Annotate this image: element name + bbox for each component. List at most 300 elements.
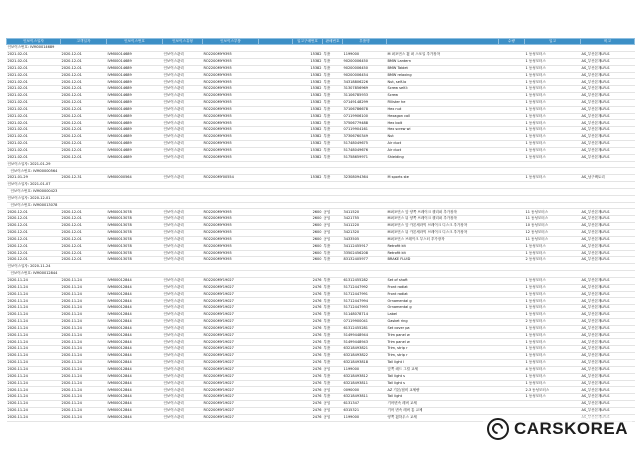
- table-cell: Retrofit kit: [387, 250, 499, 257]
- table-cell: [259, 407, 293, 414]
- table-cell: 2020-12-01: [61, 257, 107, 264]
- table-cell: Retrofit kit: [387, 243, 499, 250]
- table-cell: 2476: [293, 277, 323, 284]
- table-cell: [499, 147, 525, 154]
- table-cell: Air duct: [387, 147, 499, 154]
- table-cell: 인보이스관리: [163, 58, 203, 65]
- table-cell: 인보이스관리: [163, 318, 203, 325]
- table-cell: 2020-11-24: [7, 360, 61, 367]
- table-cell: AS_부산본재LFLS: [581, 141, 635, 148]
- table-cell: 인보이스관리: [163, 113, 203, 120]
- table-row[interactable]: [7, 79, 635, 86]
- table-cell: RO2200MY9393: [203, 236, 259, 243]
- column-header[interactable]: 인보이스일자: [7, 39, 61, 45]
- table-cell: AS_부산본재LFLS: [581, 407, 635, 414]
- group-header-row: [7, 188, 635, 195]
- table-row[interactable]: [7, 93, 635, 100]
- table-cell: 90200006450: [343, 58, 387, 65]
- table-cell: 부품: [323, 113, 343, 120]
- table-cell: 2020-12-01: [61, 223, 107, 230]
- table-cell: Trim panel w: [387, 332, 499, 339]
- table-row[interactable]: [7, 86, 635, 93]
- table-row[interactable]: [7, 141, 635, 148]
- column-header[interactable]: 인보이스번호: [107, 39, 163, 45]
- table-row[interactable]: [7, 325, 635, 332]
- table-cell: RO2200MY19027: [203, 360, 259, 367]
- column-header[interactable]: 비고: [581, 39, 635, 45]
- table-row[interactable]: [7, 360, 635, 367]
- table-cell: 2020-11-24: [7, 277, 61, 284]
- table-cell: 15382: [293, 113, 323, 120]
- table-cell: [259, 305, 293, 312]
- table-cell: IVM00012844: [107, 353, 163, 360]
- table-row[interactable]: [7, 284, 635, 291]
- table-cell: [499, 154, 525, 161]
- table-row[interactable]: [7, 99, 635, 106]
- table-cell: IVM00014689: [107, 86, 163, 93]
- table-cell: 15382: [293, 120, 323, 127]
- table-cell: 37306760349: [343, 134, 387, 141]
- column-header[interactable]: 입고: [525, 39, 581, 45]
- table-cell: RO2200MY9393: [203, 93, 259, 100]
- table-cell: [499, 291, 525, 298]
- table-cell: 51712447991: [343, 291, 387, 298]
- table-cell: 34318806226: [343, 79, 387, 86]
- table-cell: 2021-02-01: [7, 99, 61, 106]
- table-cell: M퍼포먼스 뒤 양쪽 브레이크 캘리퍼 추가장착: [387, 216, 499, 223]
- table-cell: 2020-11-24: [61, 373, 107, 380]
- table-cell: [499, 360, 525, 367]
- table-cell: [259, 229, 293, 236]
- table-cell: AS_부산본재LFLS: [581, 318, 635, 325]
- table-cell: 2020-11-24: [61, 325, 107, 332]
- table-cell: IVM00012844: [107, 312, 163, 319]
- table-cell: RO2200MY9393: [203, 113, 259, 120]
- table-cell: IVM00012844: [107, 366, 163, 373]
- table-cell: 2020-12-01: [7, 209, 61, 216]
- table-cell: [499, 229, 525, 236]
- table-cell: RO2200MY9393: [203, 99, 259, 106]
- table-cell: 15382: [293, 147, 323, 154]
- table-cell: 90200006450: [343, 65, 387, 72]
- table-row[interactable]: [7, 407, 635, 414]
- table-cell: RO2200MY9393: [203, 147, 259, 154]
- table-cell: 부품: [323, 86, 343, 93]
- table-cell: AS_부산본재LFLS: [581, 106, 635, 113]
- table-cell: 3411520: [343, 209, 387, 216]
- table-cell: [499, 346, 525, 353]
- table-cell: 37506779488: [343, 120, 387, 127]
- table-cell: 공임: [323, 366, 343, 373]
- table-row[interactable]: [7, 52, 635, 59]
- table-row[interactable]: [7, 387, 635, 394]
- table-cell: 2476: [293, 401, 323, 408]
- table-row[interactable]: [7, 380, 635, 387]
- table-cell: IVM00014689: [107, 147, 163, 154]
- table-cell: 2021-02-01: [7, 52, 61, 59]
- table-cell: 2476: [293, 360, 323, 367]
- table-cell: 양쪽 휠하우스 교체: [387, 414, 499, 421]
- table-cell: [499, 99, 525, 106]
- table-cell: 2020-11-24: [7, 387, 61, 394]
- table-cell: 37106786678: [343, 106, 387, 113]
- table-cell: BMW Tablet: [387, 65, 499, 72]
- table-cell: 2020-11-24: [61, 380, 107, 387]
- table-row[interactable]: [7, 223, 635, 230]
- table-cell: IVM00012844: [107, 339, 163, 346]
- table-cell: 15382: [293, 134, 323, 141]
- table-cell: 인보이스관리: [163, 380, 203, 387]
- table-cell: 인보이스관리: [163, 339, 203, 346]
- table-cell: 부품: [323, 291, 343, 298]
- table-cell: 07119904161: [343, 127, 387, 134]
- table-cell: 15382: [293, 58, 323, 65]
- table-cell: AS_부산본재LFLS: [581, 394, 635, 401]
- table-row[interactable]: [7, 236, 635, 243]
- table-cell: AS_부산본재LFLS: [581, 360, 635, 367]
- table-cell: IVM00013078: [107, 243, 163, 250]
- table-row[interactable]: [7, 216, 635, 223]
- table-row[interactable]: [7, 72, 635, 79]
- table-cell: [259, 106, 293, 113]
- table-cell: AS_부산본재LFLS: [581, 154, 635, 161]
- table-cell: 15382: [293, 99, 323, 106]
- table-cell: 인보이스관리: [163, 373, 203, 380]
- table-cell: IVM00013078: [107, 223, 163, 230]
- table-cell: 2020-12-01: [61, 99, 107, 106]
- table-cell: 2476: [293, 394, 323, 401]
- table-cell: [499, 58, 525, 65]
- table-cell: RO2200MY19027: [203, 277, 259, 284]
- table-cell: [259, 236, 293, 243]
- table-cell: M 퍼포먼스 휠 퍼 스포일 추가장착: [387, 52, 499, 59]
- table-cell: RO2200MY9393: [203, 127, 259, 134]
- table-cell: RO2200MY19027: [203, 407, 259, 414]
- table-cell: RO2200MY19027: [203, 401, 259, 408]
- table-cell: IVM00014689: [107, 65, 163, 72]
- table-cell: 1 동성모터스: [525, 86, 581, 93]
- table-row[interactable]: [7, 346, 635, 353]
- table-cell: 1 동성모터스: [525, 305, 581, 312]
- table-cell: [259, 318, 293, 325]
- table-row[interactable]: [7, 134, 635, 141]
- table-cell: 1 동성모터스: [525, 72, 581, 79]
- table-row[interactable]: [7, 401, 635, 408]
- table-cell: 부품: [323, 373, 343, 380]
- group-label: 인보이스일자: 2021-01-07: [7, 182, 635, 189]
- table-cell: 31307856969: [343, 86, 387, 93]
- table-cell: RO2200MY9393: [203, 86, 259, 93]
- table-cell: 6131347: [343, 401, 387, 408]
- table-cell: [259, 141, 293, 148]
- table-cell: [499, 257, 525, 264]
- table-cell: RO2200MY19027: [203, 380, 259, 387]
- table-row[interactable]: [7, 127, 635, 134]
- table-cell: 인보이스관리: [163, 394, 203, 401]
- table-cell: IVM00014689: [107, 134, 163, 141]
- column-header[interactable]: 수량: [499, 39, 525, 45]
- group-label: 인보이스일자: 2020-11-24: [7, 264, 635, 271]
- table-cell: [499, 325, 525, 332]
- table-cell: 07149148299: [343, 99, 387, 106]
- table-cell: 인보이스관리: [163, 154, 203, 161]
- table-cell: Ornamental g: [387, 305, 499, 312]
- column-header[interactable]: 인보이스유형: [163, 39, 203, 45]
- table-row[interactable]: [7, 243, 635, 250]
- group-label: 인보이스번호: IVM00000564: [7, 168, 635, 175]
- table-row[interactable]: [7, 373, 635, 380]
- table-cell: 1 동성모터스: [525, 134, 581, 141]
- table-cell: 인보이스관리: [163, 387, 203, 394]
- table-cell: 부품: [323, 312, 343, 319]
- table-cell: Hex bolt: [387, 120, 499, 127]
- table-row[interactable]: [7, 106, 635, 113]
- table-cell: 90200006454: [343, 72, 387, 79]
- table-row[interactable]: [7, 339, 635, 346]
- table-cell: 부품: [323, 58, 343, 65]
- table-cell: [259, 65, 293, 72]
- table-cell: [499, 106, 525, 113]
- table-row[interactable]: [7, 366, 635, 373]
- table-cell: 2020-11-24: [7, 346, 61, 353]
- column-header[interactable]: 인보이스부품: [203, 39, 259, 45]
- column-header[interactable]: 부품명: [343, 39, 387, 45]
- table-cell: 2020-11-24: [7, 339, 61, 346]
- table-cell: 인보이스관리: [163, 93, 203, 100]
- table-cell: 2021-02-01: [7, 58, 61, 65]
- table-cell: 공임: [323, 407, 343, 414]
- table-cell: [259, 243, 293, 250]
- table-cell: 부품: [323, 353, 343, 360]
- table-row[interactable]: [7, 332, 635, 339]
- table-row[interactable]: [7, 298, 635, 305]
- table-cell: 2020-12-01: [61, 127, 107, 134]
- table-cell: 2476: [293, 318, 323, 325]
- table-cell: 2020-12-31: [61, 175, 107, 182]
- table-cell: 61312455282: [343, 277, 387, 284]
- table-cell: [499, 353, 525, 360]
- table-cell: 1 동성모터스: [525, 284, 581, 291]
- table-cell: 2476: [293, 312, 323, 319]
- table-cell: IVM00014689: [107, 127, 163, 134]
- table-cell: 2020-11-24: [61, 414, 107, 421]
- table-cell: 인보이스관리: [163, 346, 203, 353]
- table-cell: 2020-11-24: [7, 366, 61, 373]
- table-cell: 1199000: [343, 52, 387, 59]
- table-cell: RO2200MY9393: [203, 120, 259, 127]
- table-cell: [259, 325, 293, 332]
- table-cell: 인보이스관리: [163, 65, 203, 72]
- table-cell: [259, 93, 293, 100]
- table-cell: 2020-11-24: [61, 298, 107, 305]
- table-cell: 공임: [323, 387, 343, 394]
- table-row[interactable]: [7, 229, 635, 236]
- table-cell: 부품: [323, 380, 343, 387]
- table-cell: 2476: [293, 284, 323, 291]
- table-cell: 2600: [293, 250, 323, 257]
- table-cell: 1 동성모터스: [525, 298, 581, 305]
- table-cell: [259, 99, 293, 106]
- group-label: 인보이스번호: IVM00013078: [7, 202, 635, 209]
- table-cell: [499, 236, 525, 243]
- table-cell: IVM00013078: [107, 257, 163, 264]
- table-cell: AS_부산본재LFLS: [581, 325, 635, 332]
- table-cell: IVM00014689: [107, 141, 163, 148]
- table-cell: Hex nut: [387, 106, 499, 113]
- table-cell: AS_남구택토리: [581, 175, 635, 182]
- table-cell: 2476: [293, 353, 323, 360]
- table-cell: AS_부산본재LFLS: [581, 65, 635, 72]
- table-cell: IVM00012844: [107, 332, 163, 339]
- table-cell: 2020-11-24: [61, 353, 107, 360]
- table-cell: IVM00012844: [107, 298, 163, 305]
- table-cell: 2020-11-24: [7, 318, 61, 325]
- table-cell: AS_부산본재LFLS: [581, 346, 635, 353]
- table-cell: 2600: [293, 236, 323, 243]
- table-cell: IVM00012844: [107, 414, 163, 421]
- table-cell: 2020-11-24: [61, 394, 107, 401]
- table-cell: 부품: [323, 99, 343, 106]
- table-cell: AS_부산본재LFLS: [581, 298, 635, 305]
- table-row[interactable]: [7, 147, 635, 154]
- table-cell: AS_부산본재LFLS: [581, 284, 635, 291]
- table-cell: 2020-11-24: [61, 291, 107, 298]
- table-cell: 공임: [323, 209, 343, 216]
- table-cell: [499, 298, 525, 305]
- table-cell: RO2200MY19027: [203, 291, 259, 298]
- table-cell: 2020-11-24: [61, 401, 107, 408]
- table-cell: [499, 79, 525, 86]
- table-cell: 1 동성모터스: [525, 127, 581, 134]
- table-cell: 12 동성모터스: [525, 229, 581, 236]
- table-cell: 2020-12-01: [61, 250, 107, 257]
- table-cell: 인보이스관리: [163, 99, 203, 106]
- table-cell: [259, 113, 293, 120]
- table-cell: 2476: [293, 366, 323, 373]
- table-cell: 2020-11-24: [7, 332, 61, 339]
- table-cell: 1 동성모터스: [525, 141, 581, 148]
- table-cell: AS_부산본재LFLS: [581, 387, 635, 394]
- table-cell: 1 동성모터스: [525, 58, 581, 65]
- table-cell: 부품: [323, 339, 343, 346]
- table-cell: 2020-12-01: [7, 223, 61, 230]
- column-header[interactable]: 고객일자: [61, 39, 107, 45]
- table-cell: 11 동성모터스: [525, 209, 581, 216]
- table-cell: RO2200MY19027: [203, 284, 259, 291]
- table-cell: [259, 380, 293, 387]
- table-cell: 부품: [323, 65, 343, 72]
- table-cell: IVM00012844: [107, 387, 163, 394]
- table-cell: [499, 52, 525, 59]
- table-cell: 인보이스관리: [163, 414, 203, 421]
- table-cell: RO2200MY9393: [203, 229, 259, 236]
- table-cell: [499, 277, 525, 284]
- table-cell: 2020-12-01: [7, 236, 61, 243]
- table-cell: 15382: [293, 175, 323, 182]
- table-cell: 2020-12-01: [61, 229, 107, 236]
- table-cell: 부품: [323, 79, 343, 86]
- table-row[interactable]: [7, 58, 635, 65]
- table-cell: [259, 134, 293, 141]
- table-cell: 인보이스관리: [163, 353, 203, 360]
- table-row[interactable]: [7, 277, 635, 284]
- table-cell: 인보이스관리: [163, 332, 203, 339]
- table-cell: AS_부산본재LFLS: [581, 229, 635, 236]
- table-cell: RO2200MY9393: [203, 223, 259, 230]
- column-header[interactable]: 판매번호: [323, 39, 343, 45]
- table-cell: 2020-12-01: [61, 147, 107, 154]
- table-cell: 2020-12-01: [7, 216, 61, 223]
- table-cell: [259, 346, 293, 353]
- table-cell: 인보이스관리: [163, 52, 203, 59]
- table-row[interactable]: [7, 305, 635, 312]
- table-cell: 공임: [323, 223, 343, 230]
- table-row[interactable]: [7, 291, 635, 298]
- table-cell: [259, 373, 293, 380]
- table-row[interactable]: [7, 353, 635, 360]
- table-cell: 인보이스관리: [163, 223, 203, 230]
- table-row[interactable]: [7, 113, 635, 120]
- table-cell: IVM00014689: [107, 120, 163, 127]
- table-cell: [499, 134, 525, 141]
- table-cell: Gasket ring: [387, 318, 499, 325]
- table-row[interactable]: [7, 65, 635, 72]
- table-cell: 2600: [293, 257, 323, 264]
- table-cell: Front radiat: [387, 291, 499, 298]
- table-row[interactable]: [7, 257, 635, 264]
- table-row[interactable]: [7, 175, 635, 182]
- column-header[interactable]: 입고구매번호: [293, 39, 323, 45]
- table-cell: RO2200MY00554: [203, 175, 259, 182]
- table-cell: 부품: [323, 332, 343, 339]
- table-cell: 인보이스관리: [163, 407, 203, 414]
- table-row[interactable]: [7, 250, 635, 257]
- table-cell: 2020-11-24: [7, 284, 61, 291]
- table-cell: AS_부산본재LFLS: [581, 79, 635, 86]
- table-row[interactable]: [7, 394, 635, 401]
- table-cell: 부품: [323, 52, 343, 59]
- table-cell: IVM00014689: [107, 72, 163, 79]
- table-row[interactable]: [7, 154, 635, 161]
- table-cell: 2021-02-01: [7, 134, 61, 141]
- table-cell: 부품: [323, 127, 343, 134]
- table-cell: IVM00014689: [107, 79, 163, 86]
- table-row[interactable]: [7, 209, 635, 216]
- table-cell: 15382: [293, 72, 323, 79]
- table-cell: RO2200MY9393: [203, 72, 259, 79]
- table-row[interactable]: [7, 318, 635, 325]
- table-cell: AS_부산본재LFLS: [581, 236, 635, 243]
- table-cell: 인보이스관리: [163, 236, 203, 243]
- table-cell: [499, 305, 525, 312]
- table-cell: AS_부산본재LFLS: [581, 52, 635, 59]
- table-cell: 인보이스관리: [163, 120, 203, 127]
- table-cell: Shielding: [387, 154, 499, 161]
- table-cell: [499, 141, 525, 148]
- table-cell: 1 동성모터스: [525, 175, 581, 182]
- table-cell: IVM00014689: [107, 52, 163, 59]
- table-cell: Hexagon coll: [387, 113, 499, 120]
- table-row[interactable]: [7, 312, 635, 319]
- table-row[interactable]: [7, 120, 635, 127]
- table-cell: 2476: [293, 387, 323, 394]
- table-cell: [499, 407, 525, 414]
- table-cell: 인보이스관리: [163, 147, 203, 154]
- table-cell: [259, 360, 293, 367]
- table-cell: RO2200MY19027: [203, 325, 259, 332]
- table-cell: 51748049676: [343, 147, 387, 154]
- table-cell: 인보이스관리: [163, 106, 203, 113]
